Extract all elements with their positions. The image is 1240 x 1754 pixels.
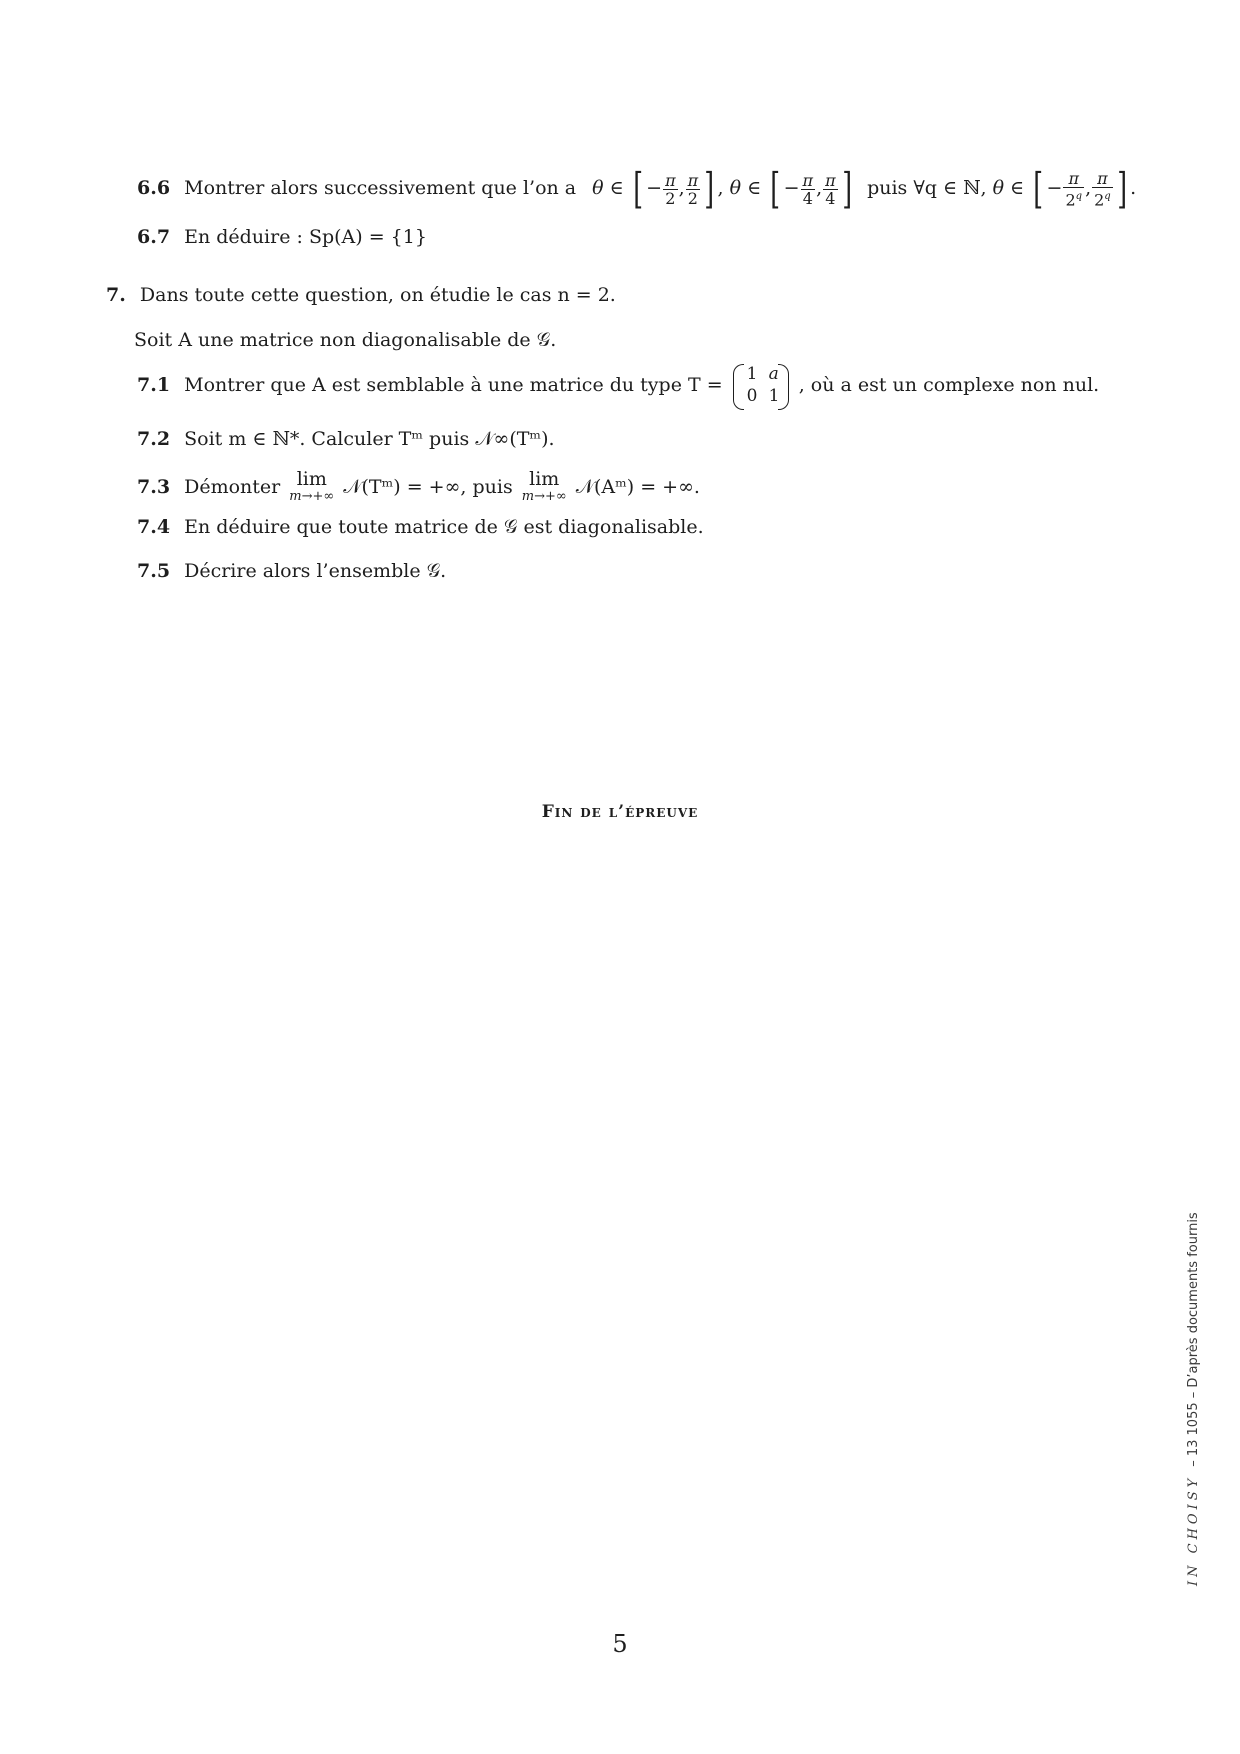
- question-number: 7.5: [137, 560, 171, 582]
- question-number: 7.: [106, 284, 126, 306]
- theta-in: θ ∈: [992, 177, 1025, 199]
- question-number: 7.2: [137, 428, 171, 450]
- left-bracket: [: [1033, 164, 1044, 213]
- minus-sign: −: [646, 177, 663, 199]
- question-7-3: [137, 470, 700, 506]
- question-number: 7.1: [137, 374, 171, 396]
- question-text: Montrer alors successivement que l’on a: [184, 177, 577, 199]
- right-bracket: ]: [1116, 164, 1127, 213]
- limit-expression-2: 𝒩(Aᵐ) = +∞.: [575, 476, 700, 498]
- question-word: Démonter: [184, 476, 281, 498]
- question-text: En déduire : Sp(A) = {1}: [184, 226, 427, 248]
- theta-in: θ ∈: [592, 177, 624, 199]
- question-number: 6.7: [137, 226, 171, 248]
- mid-text: puis ∀q ∈ ℕ,: [867, 177, 987, 199]
- question-text-after: , où a est un complexe non nul.: [798, 374, 1100, 396]
- intro-7: [134, 331, 556, 350]
- question-7: [106, 286, 616, 305]
- question-text: En déduire que toute matrice de 𝒢 est diagonalisable.: [184, 516, 704, 538]
- question-7-5: [137, 562, 446, 581]
- question-text: Dans toute cette question, on étudie le cas n = 2.: [139, 284, 616, 306]
- fraction-pi-over-2q: $\frac{\pi}{2^q}$: [1065, 168, 1083, 210]
- left-bracket: [: [633, 164, 643, 213]
- fraction-pi-over-4: $\frac{\pi}{4}$: [802, 170, 814, 208]
- left-bracket: [: [770, 164, 781, 213]
- question-text: Décrire alors l’ensemble 𝒢.: [184, 560, 447, 582]
- question-text: Soit m ∈ ℕ*. Calculer Tᵐ puis 𝒩∞(Tᵐ).: [184, 428, 555, 450]
- question-text: Montrer que A est semblable à une matrice du type T =: [184, 374, 723, 396]
- end-of-exam: Fin de l’épreuve: [541, 802, 699, 822]
- printer-text: – 13 1055 – D’après documents fournis: [1186, 1212, 1201, 1467]
- question-number: 7.4: [137, 516, 171, 538]
- matrix-T: 1 a 0 1: [733, 364, 789, 408]
- question-number: 7.3: [137, 476, 171, 498]
- fraction-pi-over-2: $\frac{\pi}{2}$: [665, 170, 676, 208]
- limit-operator: lim m→+∞: [521, 468, 567, 504]
- right-bracket: ]: [704, 164, 715, 213]
- limit-operator: lim m→+∞: [289, 468, 335, 504]
- question-number: 6.6: [137, 177, 171, 199]
- fraction-pi-over-2q: $\frac{\pi}{2^q}$: [1094, 168, 1111, 210]
- limit-expression-1: 𝒩(Tᵐ) = +∞, puis: [343, 476, 513, 498]
- question-7-1: [137, 364, 1099, 408]
- printer-note: [1186, 1212, 1201, 1586]
- printer-brand: IN CHOISY: [1186, 1474, 1201, 1586]
- question-7-2: [137, 430, 555, 449]
- theta-in: θ ∈: [729, 177, 762, 199]
- page-number: 5: [612, 1630, 628, 1658]
- fraction-pi-over-2: $\frac{\pi}{2}$: [687, 170, 699, 208]
- right-bracket: ]: [841, 164, 852, 213]
- question-6-6: 6.6 Montrer alors successivement que l’on a θ ∈ [ − $\frac{\pi}{2}$ , $\frac{\pi}{2}$ ] , θ ∈ [ − $\frac{\pi}{4}$ , $\frac{\pi}{4}$ ] puis ∀q ∈ ℕ, θ ∈ [ − $\frac{\pi}{2^q}$ , $\frac{\pi}{2^q}$ ] .: [137, 164, 1137, 213]
- fraction-pi-over-4: $\frac{\pi}{4}$: [825, 170, 836, 208]
- intro-text: Soit A une matrice non diagonalisable de 𝒢.: [134, 329, 557, 351]
- question-7-4: [137, 518, 704, 537]
- question-6-7: [137, 228, 427, 247]
